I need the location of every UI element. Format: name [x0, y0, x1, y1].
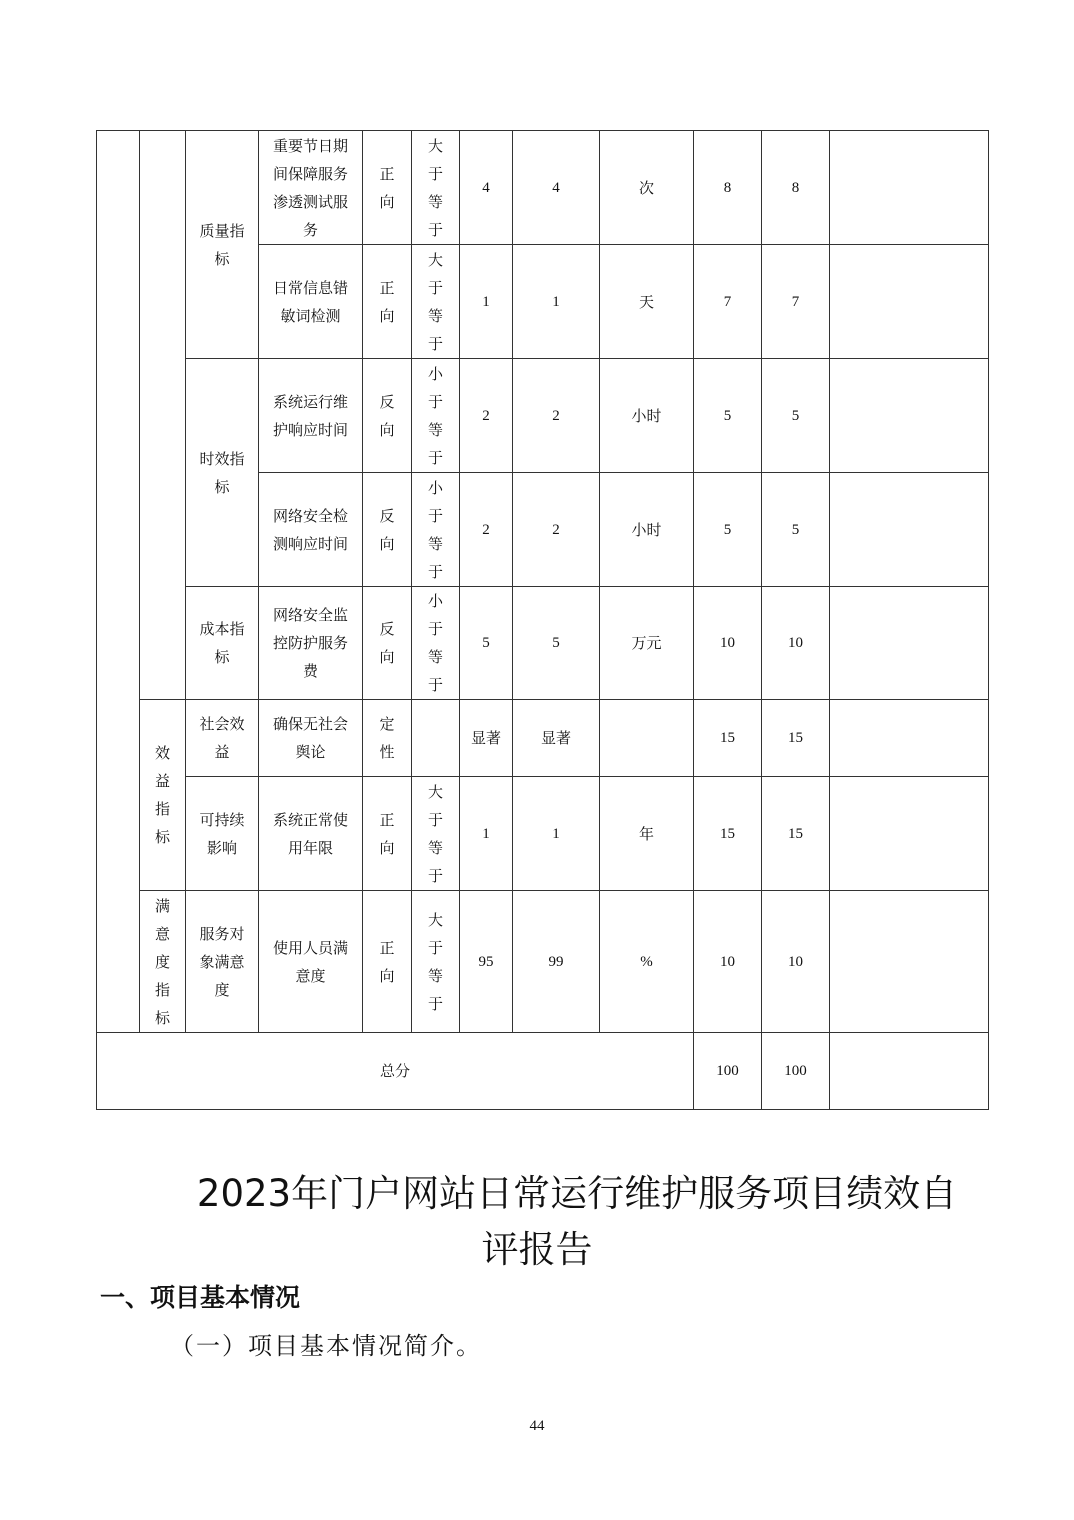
level1-indicator-cell [97, 131, 140, 1033]
weight-cell: 15 [694, 777, 762, 891]
weight-cell: 8 [694, 131, 762, 245]
total-score-cell: 100 [762, 1033, 830, 1110]
actual-value-cell: 2 [513, 473, 600, 587]
unit-cell: 万元 [600, 587, 694, 700]
score-cell: 7 [762, 245, 830, 359]
note-cell [830, 359, 989, 473]
table-row [97, 891, 989, 1033]
actual-value-cell: 1 [513, 245, 600, 359]
note-cell [830, 131, 989, 245]
direction-cell: 正向 [363, 245, 412, 359]
unit-cell: % [600, 891, 694, 1033]
actual-value-cell: 显著 [513, 700, 600, 777]
score-cell: 8 [762, 131, 830, 245]
level3-indicator-cell: 服务对象满意度 [186, 891, 259, 1033]
actual-value-cell: 1 [513, 777, 600, 891]
score-cell: 5 [762, 473, 830, 587]
target-value-cell: 2 [460, 473, 513, 587]
direction-cell: 反向 [363, 473, 412, 587]
note-cell [830, 587, 989, 700]
weight-cell: 10 [694, 587, 762, 700]
operator-cell: 大于等于 [412, 131, 460, 245]
operator-cell: 大于等于 [412, 245, 460, 359]
direction-cell: 定性 [363, 700, 412, 777]
level3-indicator-cell: 可持续影响 [186, 777, 259, 891]
section-heading: 一、项目基本情况 [100, 1283, 301, 1312]
indicator-name-cell: 系统正常使用年限 [259, 777, 363, 891]
weight-cell: 5 [694, 473, 762, 587]
weight-cell: 15 [694, 700, 762, 777]
target-value-cell: 显著 [460, 700, 513, 777]
note-cell [830, 777, 989, 891]
actual-value-cell: 2 [513, 359, 600, 473]
operator-cell: 小于等于 [412, 587, 460, 700]
direction-cell: 反向 [363, 587, 412, 700]
actual-value-cell: 4 [513, 131, 600, 245]
note-cell [830, 700, 989, 777]
indicator-name-cell: 确保无社会舆论 [259, 700, 363, 777]
score-cell: 10 [762, 891, 830, 1033]
operator-cell: 大于等于 [412, 777, 460, 891]
actual-value-cell: 5 [513, 587, 600, 700]
indicator-name-cell: 使用人员满意度 [259, 891, 363, 1033]
indicator-name-cell: 网络安全监控防护服务费 [259, 587, 363, 700]
indicator-name-cell: 网络安全检测响应时间 [259, 473, 363, 587]
weight-cell: 7 [694, 245, 762, 359]
level3-indicator-cell: 时效指标 [186, 359, 259, 587]
operator-cell: 小于等于 [412, 359, 460, 473]
report-title-line-2: 评报告 [481, 1228, 593, 1271]
total-row [97, 1033, 989, 1110]
unit-cell: 天 [600, 245, 694, 359]
table-row [97, 777, 989, 891]
target-value-cell: 5 [460, 587, 513, 700]
note-cell [830, 245, 989, 359]
report-title-line-1: 2023年门户网站日常运行维护服务项目绩效自 [196, 1172, 958, 1215]
actual-value-cell: 99 [513, 891, 600, 1033]
level2-indicator-cell [140, 131, 186, 700]
total-note-cell [830, 1033, 989, 1110]
target-value-cell: 95 [460, 891, 513, 1033]
note-cell [830, 473, 989, 587]
total-label-cell: 总分 [97, 1033, 694, 1110]
table-row [97, 131, 989, 245]
direction-cell: 正向 [363, 777, 412, 891]
indicator-name-cell: 重要节日期间保障服务渗透测试服务 [259, 131, 363, 245]
score-cell: 15 [762, 777, 830, 891]
total-weight-cell: 100 [694, 1033, 762, 1110]
score-cell: 10 [762, 587, 830, 700]
direction-cell: 正向 [363, 131, 412, 245]
target-value-cell: 1 [460, 777, 513, 891]
weight-cell: 5 [694, 359, 762, 473]
indicator-name-cell: 系统运行维护响应时间 [259, 359, 363, 473]
unit-cell: 小时 [600, 473, 694, 587]
level3-indicator-cell: 质量指标 [186, 131, 259, 359]
level2-indicator-cell: 满意度指标 [140, 891, 186, 1033]
score-cell: 5 [762, 359, 830, 473]
unit-cell: 次 [600, 131, 694, 245]
level3-indicator-cell: 成本指标 [186, 587, 259, 700]
level2-indicator-cell: 效益指标 [140, 700, 186, 891]
indicator-name-cell: 日常信息错敏词检测 [259, 245, 363, 359]
weight-cell: 10 [694, 891, 762, 1033]
score-cell: 15 [762, 700, 830, 777]
unit-cell [600, 700, 694, 777]
direction-cell: 反向 [363, 359, 412, 473]
direction-cell: 正向 [363, 891, 412, 1033]
operator-cell: 小于等于 [412, 473, 460, 587]
performance-indicator-table [96, 130, 989, 1110]
target-value-cell: 4 [460, 131, 513, 245]
table-row [97, 359, 989, 473]
table-row [97, 587, 989, 700]
unit-cell: 年 [600, 777, 694, 891]
subsection-heading: （一）项目基本情况简介。 [170, 1332, 482, 1360]
note-cell [830, 891, 989, 1033]
operator-cell: 大于等于 [412, 891, 460, 1033]
target-value-cell: 1 [460, 245, 513, 359]
unit-cell: 小时 [600, 359, 694, 473]
level3-indicator-cell: 社会效益 [186, 700, 259, 777]
target-value-cell: 2 [460, 359, 513, 473]
page-number: 44 [529, 1418, 545, 1434]
table-row [97, 700, 989, 777]
operator-cell [412, 700, 460, 777]
